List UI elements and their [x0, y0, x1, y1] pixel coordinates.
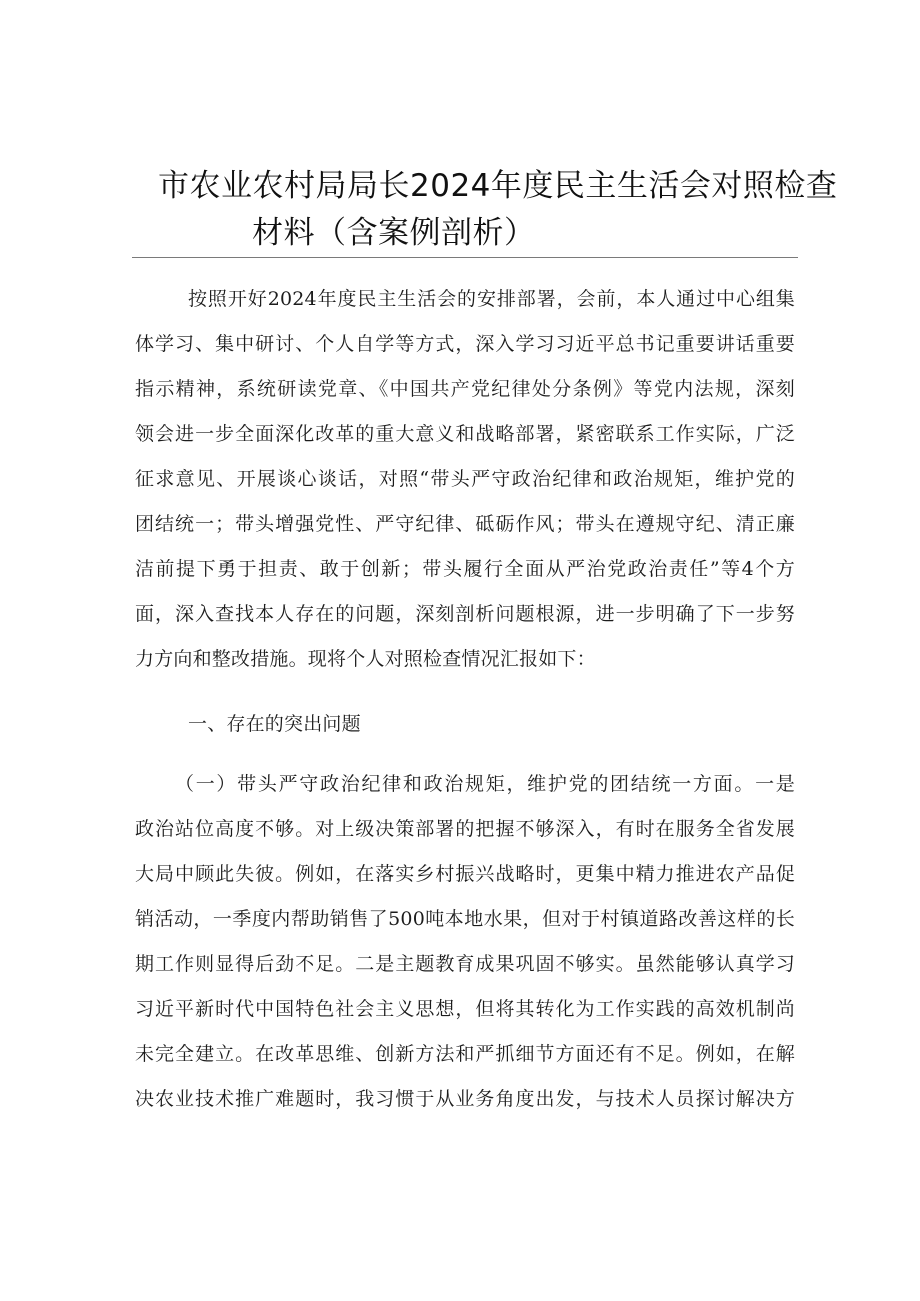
intro-line: 领会进一步全面深化改革的重大意义和战略部署，紧密联系工作实际，广泛: [135, 423, 795, 445]
title-underline: [132, 257, 798, 258]
intro-line: 团结统一；带头增强党性、严守纪律、砥砺作风；带头在遵规守纪、清正廉: [135, 513, 795, 535]
intro-line: 洁前提下勇于担责、敢于创新；带头履行全面从严治党政治责任”等4个方: [135, 558, 795, 580]
body-line: 未完全建立。在改革思维、创新方法和严抓细节方面还有不足。例如，在解: [135, 1043, 795, 1065]
section-heading: 一、存在的突出问题: [188, 713, 361, 735]
document-title-line-1: 市农业农村局局长2024年度民主生活会对照检查: [158, 168, 838, 204]
body-line: 决农业技术推广难题时，我习惯于从业务角度出发，与技术人员探讨解决方: [135, 1088, 795, 1110]
intro-line: 指示精神，系统研读党章、《中国共产党纪律处分条例》等党内法规，深刻: [135, 378, 795, 400]
body-line: （一）带头严守政治纪律和政治规矩，维护党的团结统一方面。一是: [175, 773, 795, 795]
intro-line: 按照开好2024年度民主生活会的安排部署，会前，本人通过中心组集: [188, 288, 795, 310]
intro-line: 征求意见、开展谈心谈话，对照“带头严守政治纪律和政治规矩，维护党的: [135, 468, 795, 490]
intro-line: 力方向和整改措施。现将个人对照检查情况汇报如下：: [135, 648, 596, 670]
body-line: 期工作则显得后劲不足。二是主题教育成果巩固不够实。虽然能够认真学习: [135, 953, 795, 975]
intro-line: 体学习、集中研讨、个人自学等方式，深入学习习近平总书记重要讲话重要: [135, 333, 795, 355]
document-title-line-2: 材料（含案例剖析）: [252, 215, 536, 251]
body-line: 销活动，一季度内帮助销售了500吨本地水果，但对于村镇道路改善这样的长: [135, 908, 795, 930]
body-line: 大局中顾此失彼。例如，在落实乡村振兴战略时，更集中精力推进农产品促: [135, 863, 795, 885]
body-line: 习近平新时代中国特色社会主义思想，但将其转化为工作实践的高效机制尚: [135, 998, 795, 1020]
intro-line: 面，深入查找本人存在的问题，深刻剖析问题根源，进一步明确了下一步努: [135, 603, 795, 625]
body-line: 政治站位高度不够。对上级决策部署的把握不够深入，有时在服务全省发展: [135, 818, 795, 840]
